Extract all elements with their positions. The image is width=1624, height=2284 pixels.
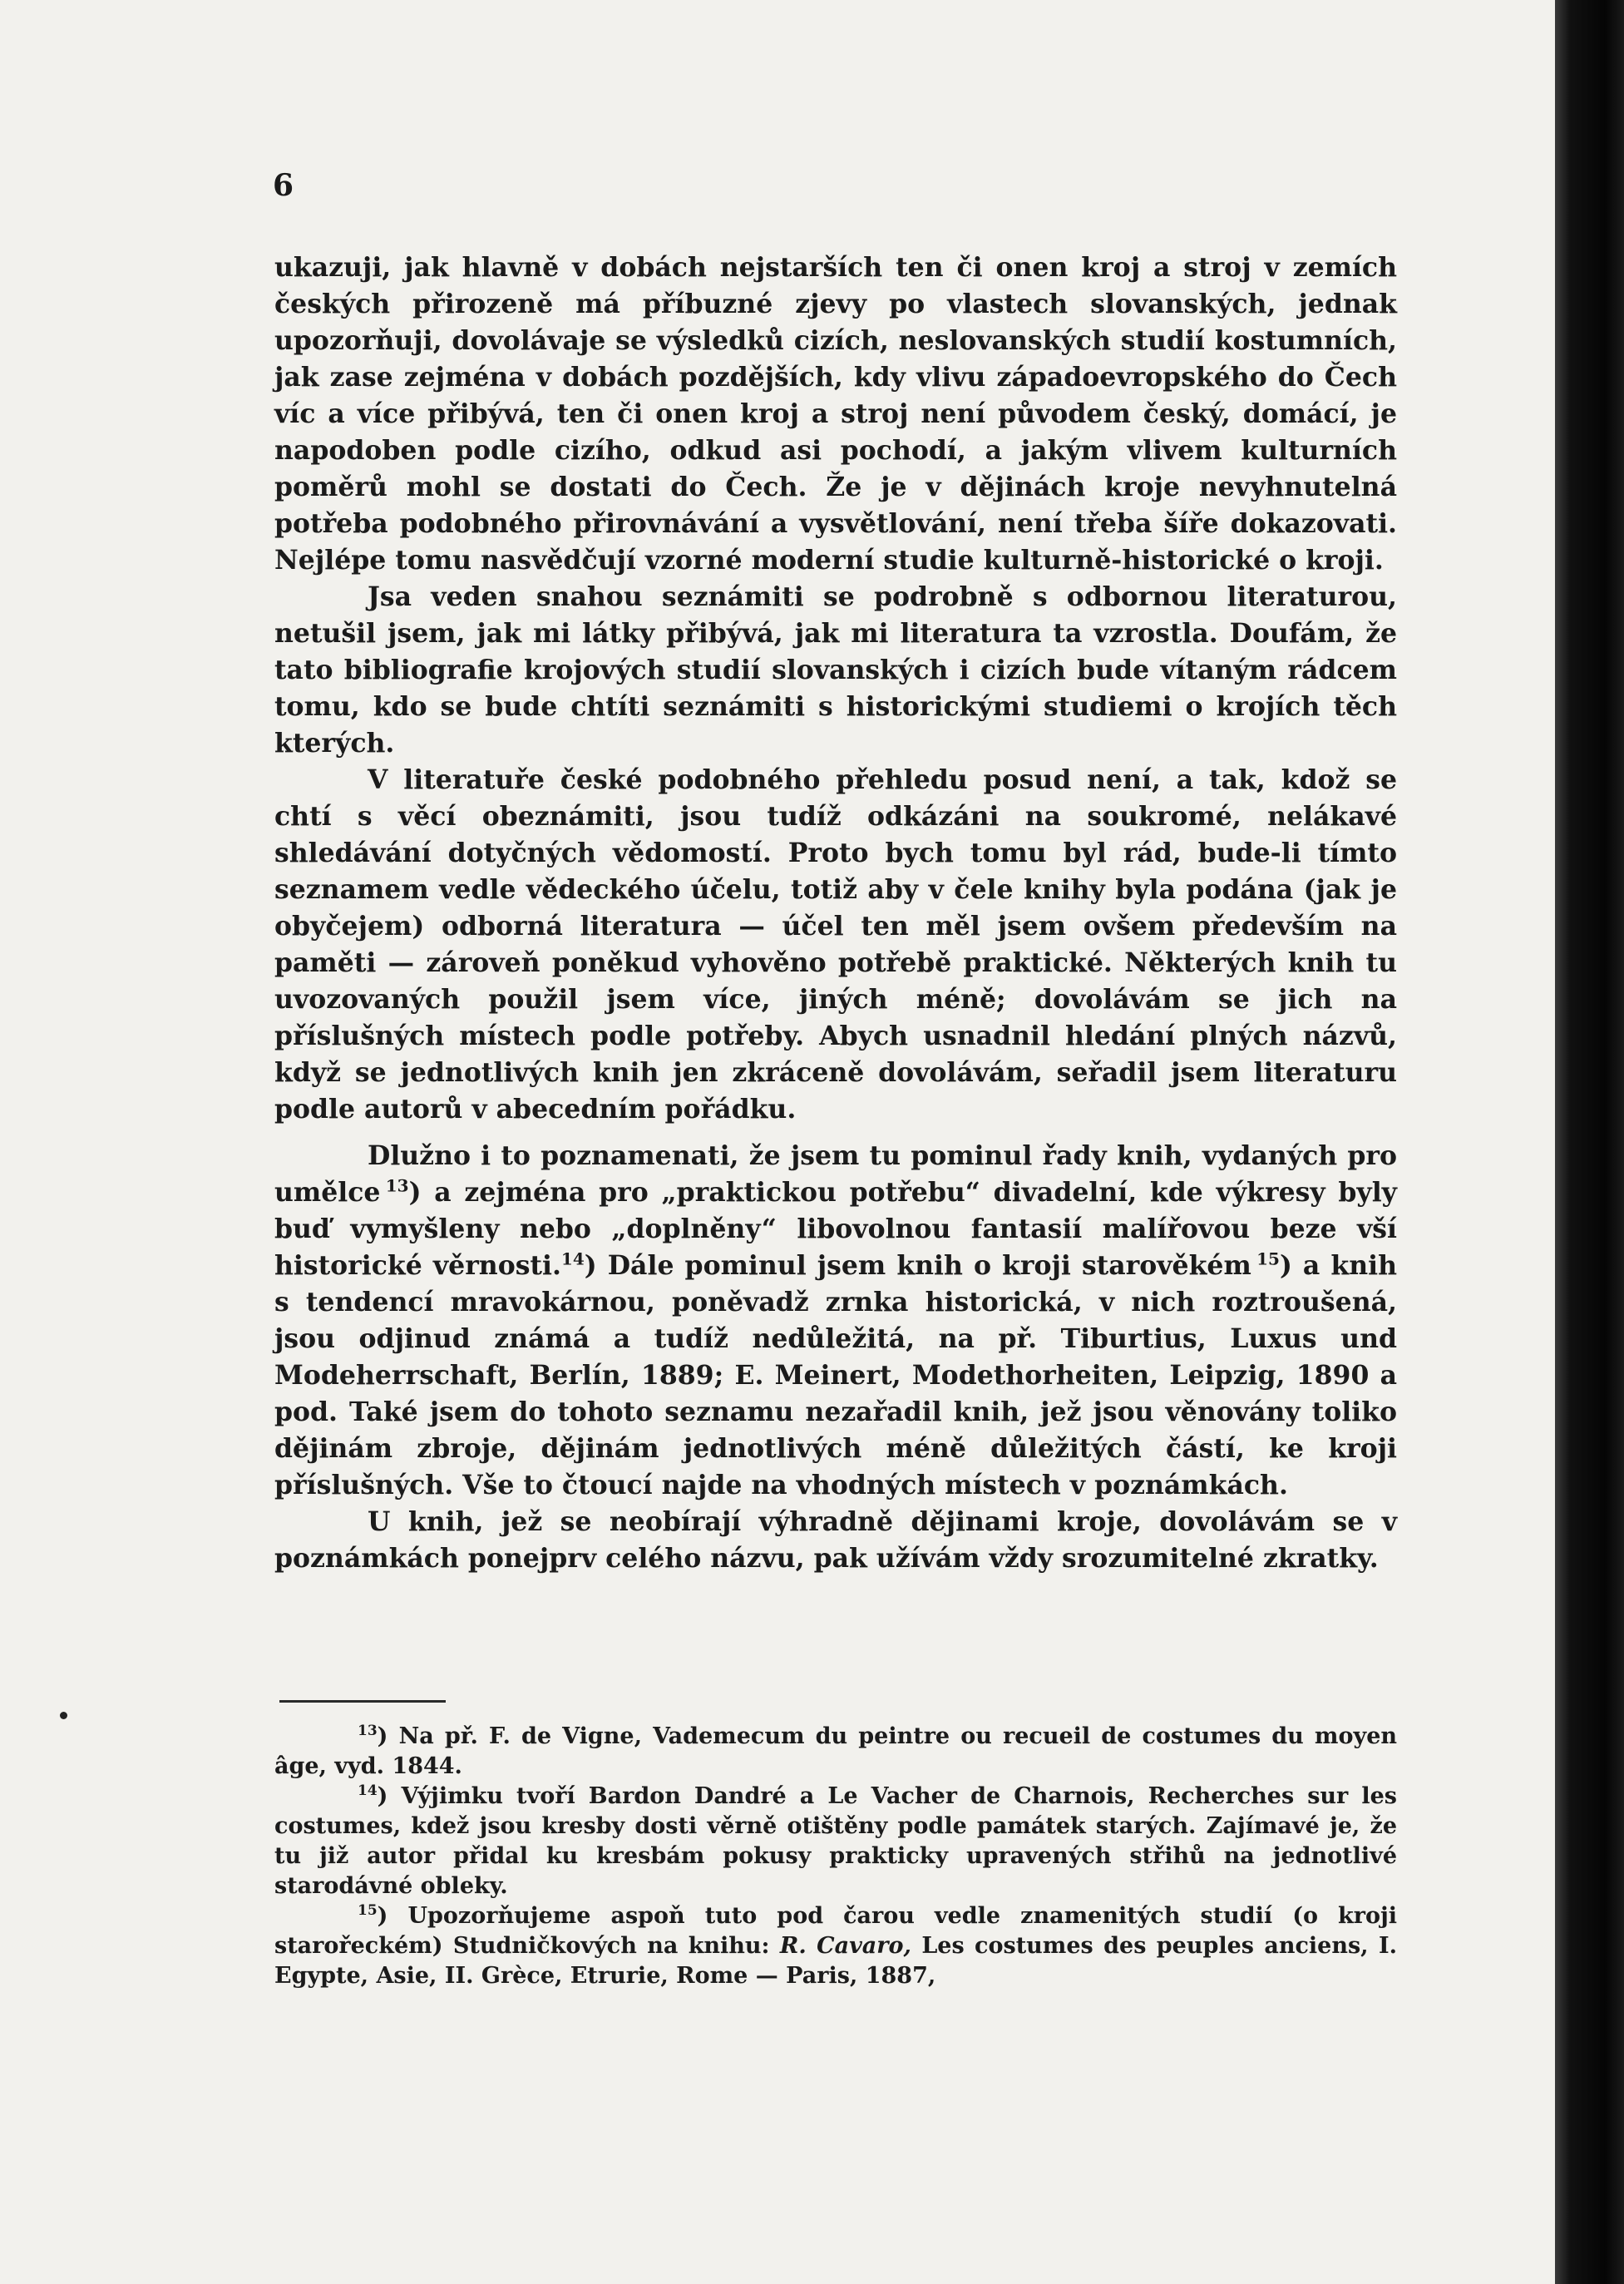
footnote-mark: 14: [358, 1782, 378, 1799]
paragraph-text: Dlužno i to poznamenati, že jsem tu pominul řady knih, vydaných pro umělce: [274, 1140, 1397, 1208]
footnote-reference: 15: [1256, 1248, 1280, 1269]
footnote-reference: 14: [560, 1248, 585, 1269]
page-number: 6: [273, 168, 294, 203]
footnote-separator: [279, 1700, 446, 1703]
paragraph-text: ) Dále pominul jsem knih o kroji starověkém: [584, 1250, 1251, 1281]
footnote: [274, 1782, 1397, 1901]
paragraph: [274, 1138, 1397, 1504]
footnote-text: ) Výjimku tvoří Bardon Dandré a Le Vacher de Charnois, Recherches sur les costumes, kdež jsou kresby dosti věrně otištěny podle památek starých. Zajímavé je, že tu již autor přidal ku kresbám pokusy prakticky upravených střihů na jednotlivé starodávné obleky.: [274, 1783, 1397, 1899]
footnote-mark: 13: [358, 1723, 378, 1739]
paragraph: U knih, jež se neobírají výhradně dějinami kroje, dovolávám se v poznámkách ponejprv celého názvu, pak užívám vždy srozumitelné zkratky.: [274, 1506, 1397, 1574]
footnote-text: ) Na př. F. de Vigne, Vademecum du peintre ou recueil de costumes du moyen âge, vyd. 1844.: [274, 1723, 1397, 1779]
footnote: [274, 1901, 1397, 1991]
paragraph: V literatuře české podobného přehledu posud není, a tak, kdož se chtí s věcí obeznámiti, jsou tudíž odkázáni na soukromé, nelákavé shledávání dotyčných vědomostí. Proto bych tomu byl rád, bude-li tímto seznamem vedle vědeckého účelu, totiž aby v čele knihy byla podána (jak je obyčejem) odborná literatura — účel ten měl jsem ovšem především na paměti — zároveň poněkud vyhověno potřebě praktické. Některých knih tu uvozovaných použil jsem více, jiných méně; dovolávám se jich na příslušných místech podle potřeby. Abych usnadnil hledání plných názvů, když se jednotlivých knih jen zkráceně dovolávám, seřadil jsem literaturu podle autorů v abecedním pořádku.: [274, 764, 1397, 1125]
footnotes: [274, 1722, 1397, 1991]
paragraph-text: ) a zejména pro „praktickou potřebu“ divadelní, kde výkresy byly buď vymyšleny nebo „doplněny“ libovolnou fantasií malířovou beze vší historické věrnosti.: [274, 1177, 1397, 1281]
margin-dot: [60, 1712, 67, 1719]
paragraph-text: ) a knih s tendencí mravokárnou, poněvadž zrnka historická, v nich roztroušená, jsou odjinud známá a tudíž nedůležitá, na př. Tiburtius, Luxus und Modeherrschaft, Berlín, 1889; E. Meinert, Modethorheiten, Leipzig, 1890 a pod. Také jsem do tohoto seznamu nezařadil knih, jež jsou věnovány toliko dějinám zbroje, dějinám jednotlivých méně důležitých částí, ke kroji příslušných. Vše to čtoucí najde na vhodných místech v poznámkách.: [274, 1250, 1397, 1500]
paragraph: Jsa veden snahou seznámiti se podrobně s odbornou literaturou, netušil jsem, jak mi látky přibývá, jak mi literatura ta vzrostla. Doufám, že tato bibliografie krojových studií slovanských i cizích bude vítaným rádcem tomu, kdo se bude chtíti seznámiti s historickými studiemi o krojích těch kterých.: [274, 581, 1397, 759]
footnote: [274, 1722, 1397, 1782]
footnote-author: R. Cavaro,: [779, 1933, 911, 1959]
footnote-text: Les costumes des peuples anciens, I. Egypte, Asie, II. Grèce, Etrurie, Rome — Paris, 1887,: [274, 1933, 1397, 1989]
body-text: [274, 250, 1397, 1577]
footnote-text: ) Upozorňujeme aspoň tuto pod čarou vedle znamenitých studií (o kroji starořeckém) Studničkových na knihu:: [274, 1903, 1397, 1959]
footnote-mark: 15: [358, 1902, 378, 1919]
paragraph: ukazuji, jak hlavně v dobách nejstarších ten či onen kroj a stroj v zemích českých přirozeně má příbuzné zjevy po vlastech slovanských, jednak upozorňuji, dovolávaje se výsledků cizích, neslovanských studií kostumních, jak zase zejména v dobách pozdějších, kdy vlivu západoevropského do Čech víc a více přibývá, ten či onen kroj a stroj není původem český, domácí, je napodoben podle cizího, odkud asi pochodí, a jakým vlivem kulturních poměrů mohl se dostati do Čech. Že je v dějinách kroje nevyhnutelná potřeba podobného přirovnávání a vysvětlování, není třeba šíře dokazovati. Nejlépe tomu nasvědčují vzorné moderní studie kulturně-historické o kroji.: [274, 252, 1397, 576]
footnote-reference: 13: [385, 1175, 409, 1196]
scan-gutter: [1555, 0, 1624, 2284]
